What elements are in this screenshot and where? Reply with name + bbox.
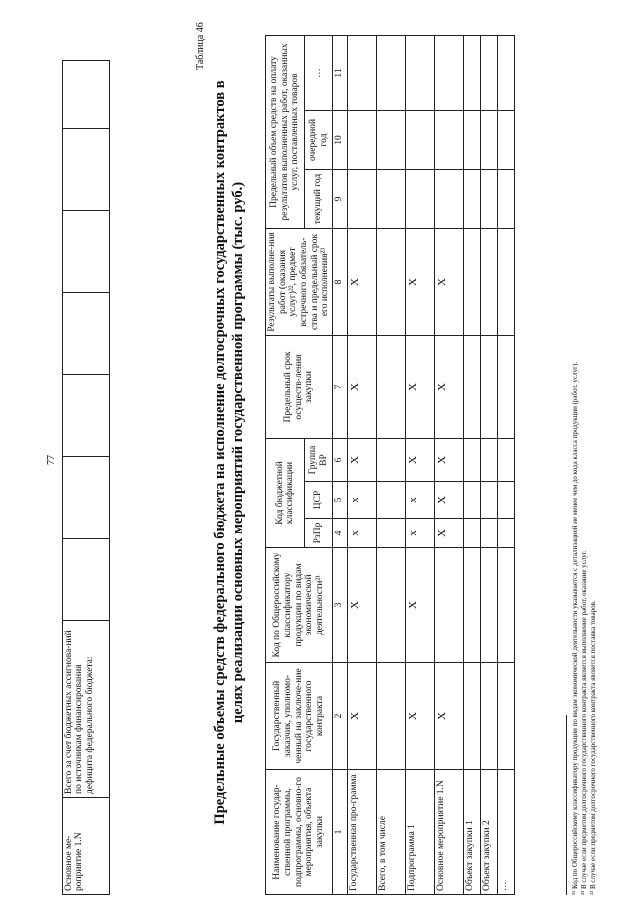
table-body bbox=[347, 36, 514, 895]
header-name: Наименование государ-ственной программы, подпрограммы, основно-го мероприятия, объекта закупки bbox=[266, 770, 333, 895]
column-number: 7 bbox=[332, 336, 347, 439]
header-limit: Предельный объем средств на оплату результатов выполненных работ, оказанных услуг, поставленных товаров bbox=[266, 36, 305, 229]
row-cell bbox=[463, 111, 480, 170]
row-cell: X bbox=[347, 548, 376, 663]
table-title-line1: Предельные объемы средств федерального бюджета на исполнение долгосрочных государственных контрактов в bbox=[212, 80, 228, 825]
row-cell: X bbox=[347, 229, 376, 336]
column-number-row bbox=[332, 36, 347, 895]
row-cell: X bbox=[434, 439, 463, 482]
row-cell: X bbox=[434, 482, 463, 519]
column-number: 5 bbox=[332, 482, 347, 519]
row-cell: X bbox=[405, 336, 434, 439]
continuation-table bbox=[62, 60, 110, 895]
row-cell bbox=[376, 663, 405, 770]
row-cell bbox=[347, 36, 376, 111]
row-cell bbox=[497, 111, 514, 170]
header-results: Результаты выполне-ния работ (оказания услуг)²², предмет встречного обязатель-ства и предельный срок его исполнения²³ bbox=[266, 229, 333, 336]
row-cell bbox=[497, 519, 514, 548]
funding-text: Всего за счет бюджетных ассигнова-ний по источникам финансирования дефицита федерального бюджета: bbox=[63, 621, 110, 798]
header-okpd: Код по Общероссийскому классификатору продукции по видам экономической деятельности²¹ bbox=[266, 548, 333, 663]
row-cell bbox=[463, 663, 480, 770]
row-cell bbox=[347, 170, 376, 229]
column-number: 6 bbox=[332, 439, 347, 482]
row-cell bbox=[497, 170, 514, 229]
row-cell bbox=[480, 36, 497, 111]
header-csr: ЦСР bbox=[305, 482, 332, 519]
row-cell bbox=[480, 482, 497, 519]
table-row bbox=[497, 36, 514, 895]
footnote-22: ²² В случае если предметом долгосрочного государственного контракта является выполнение работ, оказание услуг. bbox=[580, 550, 588, 895]
row-name: Всего, в том числе bbox=[376, 770, 405, 895]
row-cell: x bbox=[347, 482, 376, 519]
row-cell bbox=[480, 663, 497, 770]
column-number: 9 bbox=[332, 170, 347, 229]
row-cell bbox=[497, 336, 514, 439]
row-cell bbox=[497, 548, 514, 663]
row-cell bbox=[434, 170, 463, 229]
row-cell bbox=[434, 36, 463, 111]
row-cell bbox=[376, 482, 405, 519]
row-cell bbox=[463, 36, 480, 111]
activity-label: Основное ме-роприятие 1.N bbox=[63, 798, 110, 895]
column-number: 11 bbox=[332, 36, 347, 111]
main-table bbox=[265, 35, 515, 895]
row-cell: X bbox=[405, 229, 434, 336]
header-current-year: текущий год bbox=[305, 170, 332, 229]
row-cell bbox=[480, 229, 497, 336]
row-cell: x bbox=[405, 519, 434, 548]
row-name: Объект закупки 1 bbox=[463, 770, 480, 895]
row-name: … bbox=[497, 770, 514, 895]
row-cell bbox=[463, 519, 480, 548]
table-row bbox=[463, 36, 480, 895]
page-number: 77 bbox=[46, 455, 57, 465]
row-cell bbox=[376, 548, 405, 663]
row-cell: x bbox=[347, 519, 376, 548]
row-cell bbox=[376, 519, 405, 548]
row-cell bbox=[480, 548, 497, 663]
row-cell: X bbox=[405, 548, 434, 663]
row-cell: X bbox=[405, 439, 434, 482]
header-customer: Государственный заказчик, уполномо-ченный на заключе-ние государственного контракта bbox=[266, 663, 333, 770]
footnote-21: ²¹ Код по Общероссийскому классификатору продукции по видам экономической деятельности указывается с детализацией не менее чем до кода класса продукции (работ, услуг). bbox=[571, 361, 579, 895]
table-row bbox=[480, 36, 497, 895]
row-name: Подпрограмма 1 bbox=[405, 770, 434, 895]
header-rzpr: РзПр bbox=[305, 519, 332, 548]
column-number: 1 bbox=[332, 770, 347, 895]
header-ellipsis: … bbox=[305, 36, 332, 111]
table-row bbox=[347, 36, 376, 895]
row-cell bbox=[434, 111, 463, 170]
row-cell bbox=[463, 548, 480, 663]
row-cell bbox=[480, 336, 497, 439]
row-cell bbox=[463, 482, 480, 519]
table-row bbox=[434, 36, 463, 895]
row-name: Основное мероприятие 1.N bbox=[434, 770, 463, 895]
row-cell bbox=[463, 439, 480, 482]
row-cell bbox=[376, 36, 405, 111]
row-cell: X bbox=[347, 439, 376, 482]
table-row bbox=[376, 36, 405, 895]
column-number: 10 bbox=[332, 111, 347, 170]
row-cell bbox=[497, 36, 514, 111]
header-vr: Группа ВР bbox=[305, 439, 332, 482]
table-title-line2: целях реализации основных мероприятий государственной программы (тыс. руб.) bbox=[230, 181, 246, 724]
row-name: Государственная про-грамма bbox=[347, 770, 376, 895]
row-cell bbox=[497, 482, 514, 519]
row-cell: X bbox=[434, 663, 463, 770]
row-cell: x bbox=[405, 482, 434, 519]
row-cell bbox=[463, 336, 480, 439]
footnote-23: ²³ В случае если предметом долгосрочного государственного контракта является поставка товаров. bbox=[589, 600, 597, 895]
row-cell bbox=[480, 170, 497, 229]
footnote-divider bbox=[566, 715, 567, 895]
row-cell bbox=[376, 111, 405, 170]
column-number: 2 bbox=[332, 663, 347, 770]
row-cell bbox=[376, 170, 405, 229]
column-number: 4 bbox=[332, 519, 347, 548]
row-cell bbox=[405, 111, 434, 170]
row-cell bbox=[497, 229, 514, 336]
row-cell: X bbox=[347, 663, 376, 770]
row-cell bbox=[376, 336, 405, 439]
row-cell: X bbox=[434, 336, 463, 439]
row-cell bbox=[480, 439, 497, 482]
row-cell bbox=[463, 170, 480, 229]
row-cell bbox=[405, 36, 434, 111]
row-cell bbox=[347, 111, 376, 170]
row-cell bbox=[405, 170, 434, 229]
header-term: Предельный срок осуществ-ления закупки bbox=[266, 336, 333, 439]
row-cell bbox=[376, 229, 405, 336]
table-row bbox=[405, 36, 434, 895]
row-cell bbox=[497, 439, 514, 482]
row-cell bbox=[480, 111, 497, 170]
header-budget-code: Код бюджетной классификации bbox=[266, 439, 305, 548]
row-cell: X bbox=[434, 519, 463, 548]
column-number: 8 bbox=[332, 229, 347, 336]
column-number: 3 bbox=[332, 548, 347, 663]
row-cell: X bbox=[347, 336, 376, 439]
row-name: Объект закупки 2 bbox=[480, 770, 497, 895]
row-cell bbox=[480, 519, 497, 548]
row-cell: X bbox=[405, 663, 434, 770]
row-cell bbox=[434, 548, 463, 663]
table-label: Таблица 46 bbox=[195, 22, 206, 70]
header-next-year: очередной год bbox=[305, 111, 332, 170]
row-cell bbox=[463, 229, 480, 336]
row-cell bbox=[497, 663, 514, 770]
row-cell: X bbox=[434, 229, 463, 336]
row-cell bbox=[376, 439, 405, 482]
